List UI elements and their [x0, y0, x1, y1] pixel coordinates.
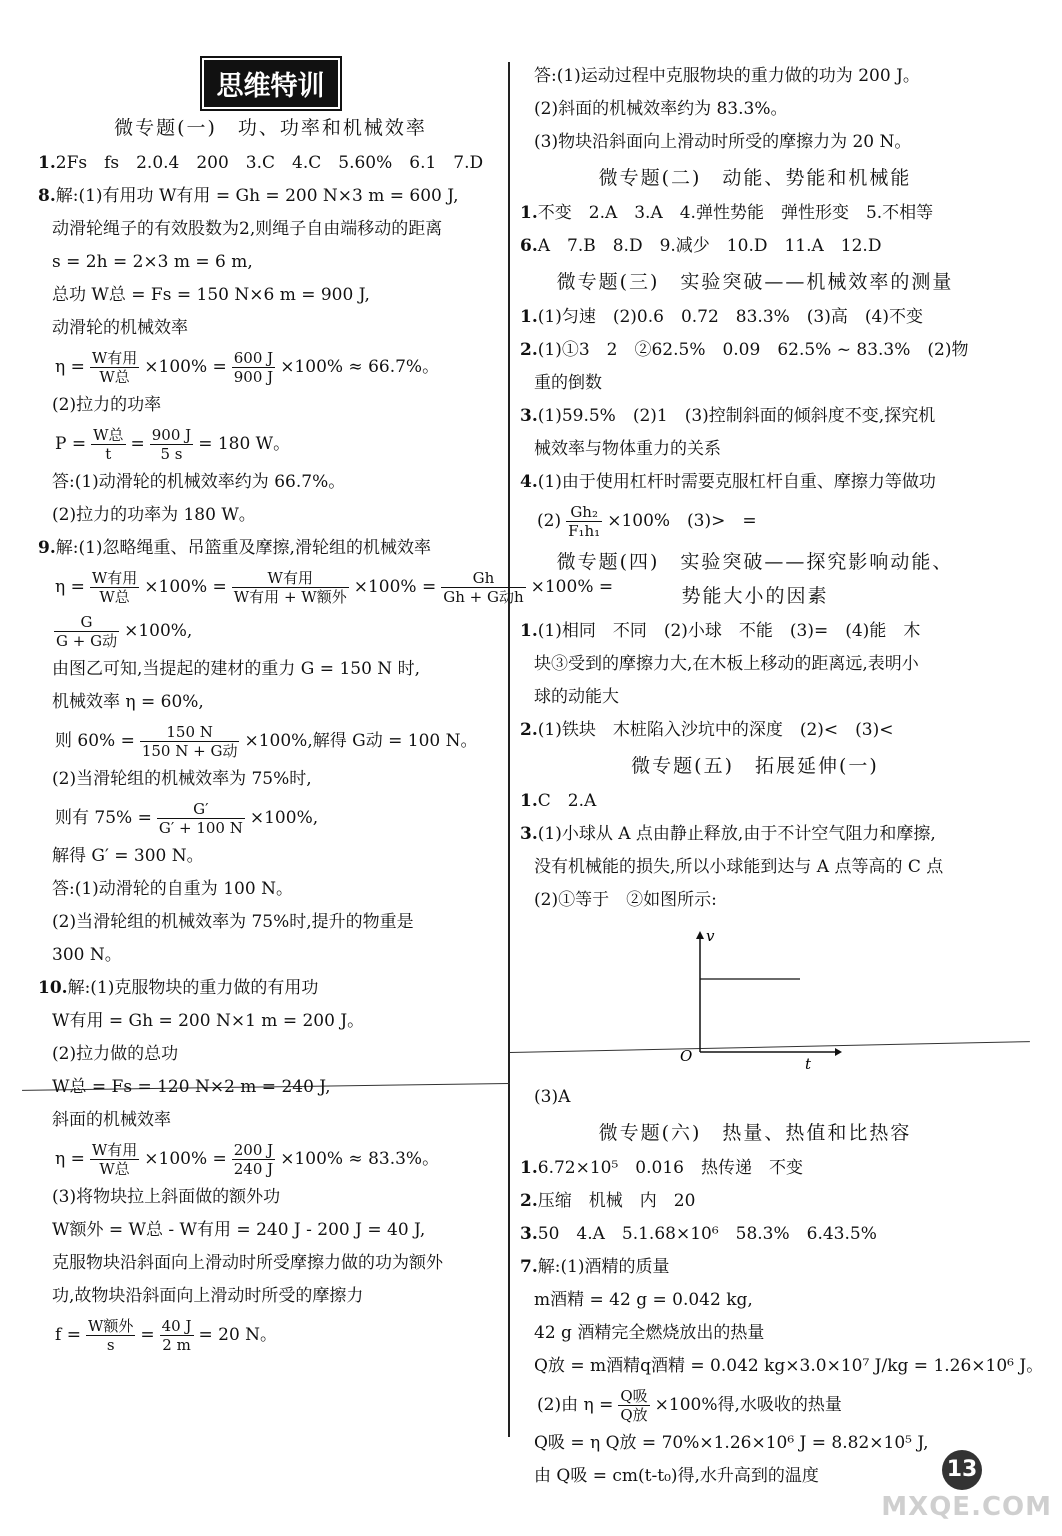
numerator: 200 J: [233, 1141, 274, 1159]
answer-line: [520, 433, 990, 466]
answer-text: 答:(1)动滑轮的自重为 100 N。: [52, 879, 293, 899]
formula-line: [38, 1313, 503, 1357]
question-number: 10.: [38, 978, 68, 998]
answer-text: 功,故物块沿斜面向上滑动时所受的摩擦力: [52, 1286, 364, 1306]
numerator: W有用: [91, 1141, 138, 1159]
denominator: 240 J: [233, 1160, 274, 1178]
answer-line: [520, 818, 990, 851]
answer-line: [38, 389, 503, 422]
formula-line: [38, 796, 503, 840]
answer-text: 解:(1)酒精的质量: [537, 1257, 670, 1277]
answer-line: [520, 1152, 990, 1185]
answer-line: [520, 714, 990, 747]
denominator: W总: [99, 1160, 130, 1178]
formula-line: [38, 719, 503, 763]
formula-line: [38, 565, 614, 609]
answer-text: (3)A: [534, 1087, 571, 1107]
answer-line: [520, 60, 990, 93]
denominator: W总: [99, 588, 130, 606]
answer-text: 答:(1)动滑轮的机械效率约为 66.7%。: [52, 472, 346, 492]
answer-text: 斜面的机械效率: [52, 1110, 171, 1130]
denominator: 5 s: [160, 445, 183, 463]
answer-text: 不变 2.A 3.A 4.弹性势能 弹性形变 5.不相等: [537, 203, 934, 223]
answer-line: [38, 499, 503, 532]
answer-text: (1)铁块 木桩陷入沙坑中的深度 (2)< (3)<: [537, 720, 894, 740]
fraction: [232, 349, 275, 386]
fraction: [86, 1317, 135, 1354]
answer-text: 由 Q吸 = cm(t-t₀)得,水升高到的温度: [534, 1466, 819, 1486]
question-number: 3.: [520, 1224, 538, 1244]
answer-line: [38, 312, 503, 345]
section-title: 微专题(六) 热量、热值和比热容: [598, 1122, 912, 1144]
answer-line: [520, 400, 990, 433]
formula-text: ×100% (3)> =: [607, 511, 757, 531]
answer-line: [520, 126, 990, 159]
answer-line: [38, 213, 503, 246]
answer-text: (1)小球从 A 点由静止释放,由于不计空气阻力和摩擦,: [537, 824, 936, 844]
answer-line: [38, 906, 503, 939]
answer-text: Q吸 = η Q放 = 70%×1.26×10⁶ J = 8.82×10⁵ J,: [534, 1433, 929, 1453]
formula-text: ×100% =: [144, 1149, 227, 1169]
numerator: W总: [93, 426, 124, 444]
question-number: 4.: [520, 472, 538, 492]
answer-line: [38, 1280, 503, 1313]
formula-text: ×100%,: [249, 808, 319, 828]
answer-text: 克服物块沿斜面向上滑动时所受摩擦力做的功为额外: [52, 1253, 443, 1273]
fraction: [157, 800, 245, 837]
answer-line: [38, 1214, 503, 1247]
question-number: 6.: [520, 236, 538, 256]
answer-text: (2)斜面的机械效率约为 83.3%。: [534, 99, 788, 119]
answer-text: (1)匀速 (2)0.6 0.72 83.3% (3)高 (4)不变: [537, 307, 923, 327]
answer-text: (2)当滑轮组的机械效率为 75%时,提升的物重是: [52, 912, 414, 932]
numerator: Gh₂: [566, 503, 602, 522]
answer-text: 动滑轮的机械效率: [52, 318, 188, 338]
column-divider: [508, 62, 510, 1437]
answer-text: 解得 G′ = 300 N。: [52, 846, 204, 866]
answer-line: [38, 1181, 503, 1214]
answer-line: [38, 653, 503, 686]
answer-line: [38, 1071, 503, 1104]
formula-line: [38, 609, 503, 653]
question-number: 9.: [38, 538, 56, 558]
numerator: Q吸: [620, 1387, 648, 1405]
answer-line: [38, 972, 503, 1005]
denominator: t: [105, 445, 112, 463]
answer-text: (2)①等于 ②如图所示:: [534, 890, 717, 910]
question-number: 2.: [520, 720, 538, 740]
fraction: [566, 503, 602, 540]
answer-text: (2)拉力的功率: [52, 395, 162, 415]
answer-line: [520, 197, 990, 230]
denominator: 150 N + G动: [141, 742, 238, 760]
answer-line: [38, 466, 503, 499]
answer-text: 重的倒数: [534, 373, 602, 393]
fraction: [90, 1141, 139, 1178]
denominator: W总: [99, 368, 130, 386]
answer-text: 没有机械能的损失,所以小球能到达与 A 点等高的 C 点: [534, 857, 944, 877]
answer-line: [38, 180, 503, 213]
y-arrow: [696, 931, 704, 939]
denominator: G′ + 100 N: [158, 819, 243, 837]
numerator: Gh: [441, 569, 525, 588]
section-title: 微专题(四) 实验突破——探究影响动能、: [556, 551, 954, 573]
answer-line: [520, 851, 990, 884]
answer-line: [38, 1104, 503, 1137]
answer-line: [520, 367, 990, 400]
answer-text: 械效率与物体重力的关系: [534, 439, 721, 459]
formula-text: =: [130, 434, 145, 454]
fraction: [160, 1317, 194, 1354]
formula-text: ×100% ≈ 66.7%。: [280, 357, 440, 377]
formula-text: ×100%,解得 G动 = 100 N。: [244, 731, 478, 751]
answer-text: (1)59.5% (2)1 (3)控制斜面的倾斜度不变,探究机: [537, 406, 936, 426]
answer-text: 42 g 酒精完全燃烧放出的热量: [534, 1323, 765, 1343]
formula-text: (2): [537, 511, 562, 531]
numerator: 40 J: [161, 1317, 192, 1335]
question-number: 3.: [520, 824, 538, 844]
denominator: 900 J: [233, 368, 274, 386]
answer-line: [520, 1218, 990, 1251]
answer-line: [38, 279, 503, 312]
fraction: [90, 569, 139, 606]
formula-text: η =: [55, 1149, 85, 1169]
answer-text: 压缩 机械 内 20: [537, 1191, 696, 1211]
answer-text: 解:(1)忽略绳重、吊篮重及摩擦,滑轮组的机械效率: [55, 538, 431, 558]
answer-line: [38, 686, 503, 719]
section-title: 微专题(三) 实验突破——机械效率的测量: [556, 271, 954, 293]
question-number: 3.: [520, 406, 538, 426]
answer-line: [520, 301, 990, 334]
page-number: 13: [942, 1450, 982, 1490]
answer-text: (2)拉力做的总功: [52, 1044, 179, 1064]
answer-line: [520, 648, 990, 681]
answer-text: (2)拉力的功率为 180 W。: [52, 505, 256, 525]
answer-text: (3)物块沿斜面向上滑动时所受的摩擦力为 20 N。: [534, 132, 912, 152]
answer-line: [38, 763, 503, 796]
formula-text: ×100% ≈ 83.3%。: [280, 1149, 440, 1169]
formula-text: = 20 N。: [198, 1325, 278, 1345]
answer-text: 总功 W总 = Fs = 150 N×6 m = 900 J,: [52, 285, 370, 305]
answer-line: [520, 93, 990, 126]
denominator: F₁h₁: [568, 522, 601, 540]
answer-text: 6.72×10⁵ 0.016 热传递 不变: [537, 1158, 803, 1178]
answer-line: [38, 532, 503, 565]
numerator: W有用: [91, 349, 138, 367]
answer-line: [520, 615, 990, 648]
answer-text: s = 2h = 2×3 m = 6 m,: [52, 252, 253, 272]
fraction: [90, 349, 139, 386]
answer-text: 球的动能大: [534, 687, 619, 707]
formula-text: f =: [55, 1325, 81, 1345]
formula-text: ×100% =: [144, 577, 227, 597]
question-number: 1.: [520, 621, 538, 641]
answer-text: 解:(1)有用功 W有用 = Gh = 200 N×3 m = 600 J,: [55, 186, 459, 206]
question-number: 1.: [520, 307, 538, 327]
answer-line: [38, 840, 503, 873]
denominator: Gh + G动h: [443, 588, 524, 606]
fraction: [150, 426, 193, 463]
fraction: [441, 569, 525, 606]
y-axis-label: v: [706, 927, 715, 945]
section-banner: 思维特训: [204, 60, 338, 107]
answer-line: [520, 884, 990, 917]
answer-text: 300 N。: [52, 945, 122, 965]
answer-text: 动滑轮绳子的有效股数为2,则绳子自由端移动的距离: [52, 219, 443, 239]
question-number: 7.: [520, 1257, 538, 1277]
formula-text: (2)由 η =: [537, 1395, 614, 1415]
right-column: [520, 60, 1044, 1493]
question-number: 1.: [38, 153, 56, 173]
formula-text: 则 60% =: [55, 731, 135, 751]
answer-line: [520, 1427, 990, 1460]
answer-line: [520, 785, 990, 818]
answer-text: 50 4.A 5.1.68×10⁶ 58.3% 6.43.5%: [537, 1224, 877, 1244]
answer-line: [38, 1038, 503, 1071]
formula-text: =: [140, 1325, 155, 1345]
answer-line: [38, 939, 503, 972]
question-number: 2.: [520, 340, 538, 360]
question-number: 1.: [520, 1158, 538, 1178]
answer-line: [520, 1460, 990, 1493]
answer-line: [520, 230, 990, 263]
answer-text: W额外 = W总 - W有用 = 240 J - 200 J = 40 J,: [52, 1220, 426, 1240]
watermark-logo: MXQE.COM: [881, 1492, 1052, 1522]
answer-text: 解:(1)克服物块的重力做的有用功: [67, 978, 319, 998]
denominator: s: [106, 1336, 115, 1354]
answer-line: [520, 1317, 990, 1350]
formula-line: [38, 345, 503, 389]
formula-text: 则有 75% =: [55, 808, 152, 828]
question-number: 1.: [520, 791, 538, 811]
answer-text: A 7.B 8.D 9.减少 10.D 11.A 12.D: [537, 236, 882, 256]
answer-text: (1)①3 2 ②62.5% 0.09 62.5% ~ 83.3% (2)物: [537, 340, 969, 360]
origin-label: O: [680, 1047, 693, 1065]
numerator: W额外: [87, 1317, 134, 1335]
numerator: W有用: [91, 569, 138, 587]
answer-line: [38, 147, 503, 180]
answer-text: W总 = Fs = 120 N×2 m = 240 J,: [52, 1077, 331, 1097]
velocity-time-graph: [670, 927, 850, 1077]
fraction: [618, 1387, 649, 1424]
formula-line: [520, 499, 990, 543]
formula-text: η =: [55, 357, 85, 377]
numerator: 150 N: [140, 723, 240, 742]
formula-text: ×100%得,水吸收的热量: [654, 1395, 842, 1415]
question-number: 8.: [38, 186, 56, 206]
answer-line: [520, 1251, 990, 1284]
fraction: [232, 569, 349, 606]
formula-line: [38, 422, 503, 466]
formula-text: η =: [55, 577, 85, 597]
numerator: W有用: [232, 569, 349, 588]
answer-text: (3)将物块拉上斜面做的额外功: [52, 1187, 281, 1207]
numerator: 600 J: [233, 349, 274, 367]
fraction: [140, 723, 240, 760]
answer-line: [520, 334, 990, 367]
section-title: 势能大小的因素: [681, 585, 829, 607]
answer-line: [38, 1247, 503, 1280]
section-title: 微专题(五) 拓展延伸(一): [631, 755, 879, 777]
x-axis-label: t: [805, 1055, 812, 1073]
denominator: W有用 + W额外: [233, 588, 347, 606]
answer-text: (1)相同 不同 (2)小球 不能 (3)= (4)能 木: [537, 621, 921, 641]
answer-line: [520, 1081, 990, 1114]
answer-text: 答:(1)运动过程中克服物块的重力做的功为 200 J。: [534, 66, 920, 86]
question-number: 2.: [520, 1191, 538, 1211]
numerator: G′: [157, 800, 245, 819]
answer-text: (2)当滑轮组的机械效率为 75%时,: [52, 769, 312, 789]
formula-text: ×100%,: [124, 621, 193, 641]
fraction: [91, 426, 125, 463]
answer-text: 2Fs fs 2.0.4 200 3.C 4.C 5.60% 6.1 7.D: [55, 153, 484, 173]
section-title: 微专题(二) 动能、势能和机械能: [598, 167, 912, 189]
denominator: Q放: [620, 1406, 648, 1424]
fraction: [232, 1141, 275, 1178]
formula-text: P =: [55, 434, 87, 454]
answer-line: [38, 246, 503, 279]
answer-text: (1)由于使用杠杆时需要克服杠杆自重、摩擦力等做功: [537, 472, 936, 492]
x-arrow: [835, 1048, 842, 1056]
formula-line: [38, 1137, 503, 1181]
fraction: [54, 613, 119, 650]
answer-line: [520, 681, 990, 714]
answer-text: 由图乙可知,当提起的建材的重力 G = 150 N 时,: [52, 659, 420, 679]
answer-text: W有用 = Gh = 200 N×1 m = 200 J。: [52, 1011, 365, 1031]
answer-text: m酒精 = 42 g = 0.042 kg,: [534, 1290, 753, 1310]
answer-text: 机械效率 η = 60%,: [52, 692, 204, 712]
answer-line: [520, 1284, 990, 1317]
answer-line: [520, 1185, 990, 1218]
formula-text: = 180 W。: [198, 434, 291, 454]
answer-text: Q放 = m酒精q酒精 = 0.042 kg×3.0×10⁷ J/kg = 1.26×10⁶ J。: [534, 1356, 1044, 1376]
numerator: 900 J: [151, 426, 192, 444]
formula-text: ×100% =: [530, 577, 614, 597]
answer-line: [38, 873, 503, 906]
answer-line: [520, 466, 990, 499]
formula-text: ×100% =: [353, 577, 437, 597]
formula-text: ×100% =: [144, 357, 227, 377]
denominator: G + G动: [56, 632, 118, 650]
answer-line: [520, 1350, 1044, 1383]
denominator: 2 m: [162, 1336, 191, 1354]
answer-text: C 2.A: [537, 791, 597, 811]
section-title: 微专题(一) 功、功率和机械效率: [114, 117, 427, 139]
question-number: 1.: [520, 203, 538, 223]
answer-line: [38, 1005, 503, 1038]
numerator: G: [54, 613, 119, 632]
answer-text: 块③受到的摩擦力大,在木板上移动的距离远,表明小: [534, 654, 919, 674]
formula-line: [520, 1383, 990, 1427]
